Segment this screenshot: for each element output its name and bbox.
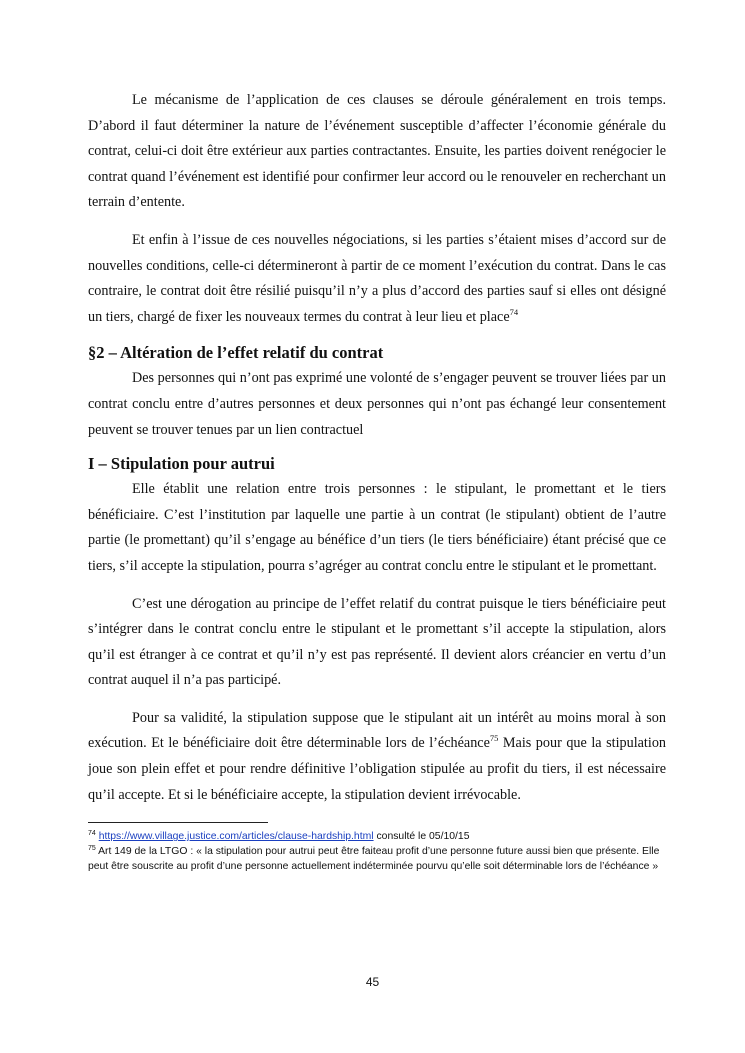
paragraph-text: C’est une dérogation au principe de l’effet relatif du contrat puisque le tiers bénéficiaire peut s’intégrer dans le contrat conclu entre le stipulant et le promettant s’il accepte la stipulation, alors qu’il est étranger à ce contrat et qu’il n’y est pas représenté. Il devient alors créancier en vertu d’un contrat auquel il n’a pas participé. [88,595,666,689]
paragraph-stipulation-definition [88,477,666,579]
paragraph-text: Mais pour que la stipulation joue son plein effet et pour rendre définitive l’obligation stipulée au profit du tiers, il est nécessaire qu’il accepte. Et si le bénéficiaire accepte, la stipulation devient irrévocable. [88,735,667,803]
paragraph-clause-mechanism [88,88,666,216]
paragraph-text: Le mécanisme de l’application de ces clauses se déroule généralement en trois temps. D’abord il faut déterminer la nature de l’événement susceptible d’affecter l’économie générale du contrat, celui-ci doit être extérieur aux parties contractantes. Ensuite, les parties doivent renégocier le contrat quand l’événement est identifié pour confirmer leur accord ou le renouveler en recherchant un terrain d’entente. [88,92,666,211]
paragraph-text: Pour sa validité, la stipulation suppose que le stipulant ait un intérêt au moins moral à son exécution. Et le bénéficiaire doit être déterminable lors de l’échéance [88,709,666,752]
footnote-number: 74 [88,830,96,838]
paragraph-text: Des personnes qui n’ont pas exprimé une volonté de s’engager peuvent se trouver liées par un contrat conclu entre d’autres personnes et deux personnes qui n’ont pas échangé leur consentement peuvent se trouver tenues par un lien contractuel [88,370,666,438]
paragraph-relative-effect [88,366,666,443]
footnote-link[interactable]: https://www.village.justice.com/articles/clause-hardship.html [98,831,374,843]
footnote-number: 75 [88,845,96,853]
subsection-heading-1: I – Stipulation pour autrui [88,454,275,474]
footnote-text: consulté le 05/10/15 [373,831,470,843]
paragraph-text: Et enfin à l’issue de ces nouvelles négociations, si les parties s’étaient mises d’accord sur de nouvelles conditions, celle-ci détermineront à partir de ce moment l’exécution du contrat. Dans le cas contraire, le contrat doit être résilié puisqu’il n’y a plus d’accord des parties sauf si elles ont désigné un tiers, chargé de fixer les nouveaux termes du contrat à leur lieu et place [88,231,666,325]
footnote-ref-75[interactable]: 75 [489,733,499,744]
paragraph-renegotiation [88,228,666,330]
paragraph-text: Elle établit une relation entre trois personnes : le stipulant, le promettant et le tiers bénéficiaire. C’est l’institution par laquelle une partie à un contrat (le stipulant) obtient de l’autre partie (le promettant) qu’il s’engage au bénéfice d’un tiers (le tiers bénéficiaire) étant précisé que ce tiers, s’il accepte la stipulation, pourra s’agréger au contrat conclu entre le stipulant et le promettant. [88,481,666,574]
footnote-text: Art 149 de la LTGO : « la stipulation pour autrui peut être faiteau profit d’une personne future aussi bien que présente. Elle peut être souscrite au profit d’une personne actuellement indéterminée pourvu qu’elle soit déterminable lors de l’échéance » [88,846,660,873]
footnote-ref-74[interactable]: 74 [509,306,519,317]
paragraph-validity [88,706,666,808]
page-body [88,88,666,874]
section-heading-2: §2 – Altération de l’effet relatif du contrat [88,343,384,363]
page-number: 45 [365,975,380,989]
paragraph-derogation [88,592,666,694]
footnote-75 [88,844,666,874]
footnote-separator [88,822,268,823]
footnote-74 [88,829,666,844]
